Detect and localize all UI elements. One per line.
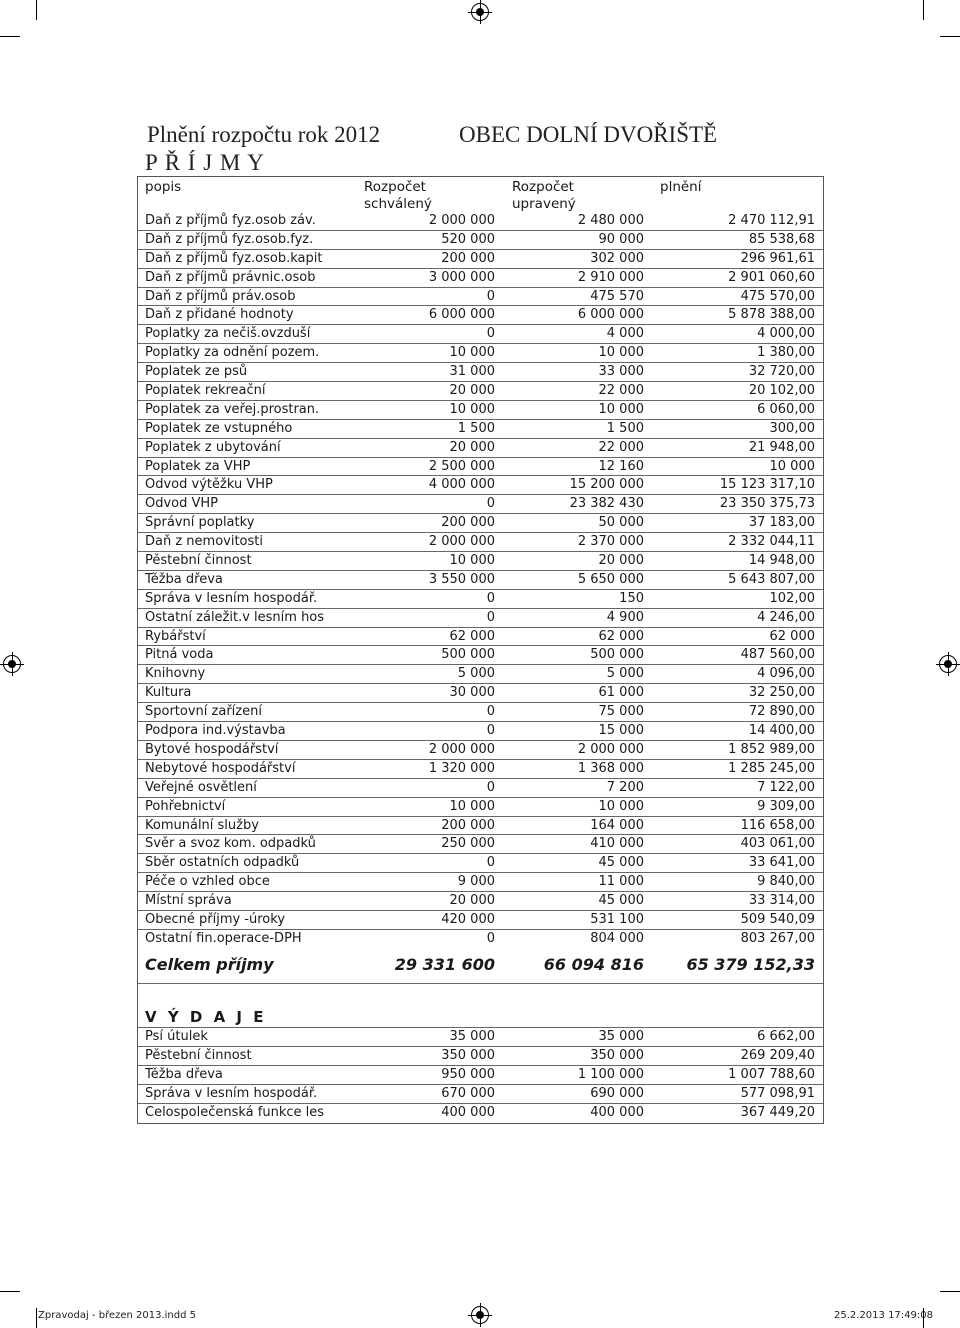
- table-row: [138, 1085, 823, 1104]
- row-schvaleny: 3 550 000: [428, 571, 495, 587]
- row-label: Poplatek za veřej.prostran.: [145, 401, 320, 417]
- total-upraveny: 66 094 816: [543, 954, 644, 974]
- crop-mark: [36, 0, 37, 20]
- row-upraveny: 62 000: [598, 628, 644, 644]
- row-upraveny: 20 000: [598, 553, 644, 569]
- row-schvaleny: 62 000: [449, 628, 495, 644]
- row-plneni: 1 007 788,60: [728, 1066, 815, 1082]
- row-plneni: 487 560,00: [740, 647, 815, 663]
- row-upraveny: 23 382 430: [569, 496, 644, 512]
- row-plneni: 21 948,00: [748, 439, 815, 455]
- row-plneni: 32 720,00: [748, 364, 815, 380]
- row-label: Sběr ostatních odpadků: [145, 855, 300, 871]
- table-row: [138, 231, 823, 250]
- crop-mark: [36, 1308, 37, 1328]
- row-plneni: 1 285 245,00: [728, 760, 815, 776]
- row-label: Sportovní zařízení: [145, 704, 262, 720]
- row-plneni: 14 948,00: [748, 553, 815, 569]
- row-plneni: 1 852 989,00: [728, 741, 815, 757]
- table-row: [138, 458, 823, 477]
- header-schvaleny-text: Rozpočet schválený: [364, 179, 432, 212]
- row-schvaleny: 0: [486, 288, 495, 304]
- table-row: [138, 476, 823, 495]
- row-label: Celospolečenská funkce les: [145, 1104, 325, 1120]
- footer-filename: Zpravodaj - březen 2013.indd 5: [38, 1310, 196, 1321]
- row-label: Ostatní záležit.v lesním hos: [145, 609, 325, 625]
- table-row: [138, 401, 823, 420]
- row-schvaleny: 670 000: [441, 1085, 495, 1101]
- table-row: [138, 344, 823, 363]
- row-label: Veřejné osvětlení: [145, 779, 257, 795]
- table-row: [138, 533, 823, 552]
- prijmy-rows: [138, 212, 823, 949]
- vydaje-rows: [138, 1027, 823, 1123]
- row-schvaleny: 10 000: [449, 553, 495, 569]
- row-schvaleny: 950 000: [441, 1066, 495, 1082]
- row-upraveny: 7 200: [606, 779, 644, 795]
- row-label: Místní správa: [145, 893, 232, 909]
- row-upraveny: 5 650 000: [577, 571, 644, 587]
- crop-mark: [940, 36, 960, 37]
- row-upraveny: 15 200 000: [569, 477, 644, 493]
- row-label: Rybářství: [145, 628, 206, 644]
- row-schvaleny: 250 000: [441, 836, 495, 852]
- municipality-title: OBEC DOLNÍ DVOŘIŠTĚ: [459, 122, 718, 147]
- table-row: [138, 590, 823, 609]
- crop-mark: [940, 1291, 960, 1292]
- row-label: Poplatek z ubytování: [145, 439, 281, 455]
- row-label: Kultura: [145, 685, 192, 701]
- table-row: [138, 722, 823, 741]
- row-plneni: 4 246,00: [757, 609, 815, 625]
- row-plneni: 20 102,00: [748, 383, 815, 399]
- row-schvaleny: 30 000: [449, 685, 495, 701]
- table-row: [138, 628, 823, 647]
- row-upraveny: 1 368 000: [577, 760, 644, 776]
- row-upraveny: 410 000: [590, 836, 644, 852]
- table-row: [138, 646, 823, 665]
- table-row: [138, 665, 823, 684]
- row-plneni: 2 470 112,91: [728, 213, 815, 228]
- row-plneni: 15 123 317,10: [719, 477, 815, 493]
- row-label: Poplatek rekreační: [145, 383, 266, 399]
- table-row: [138, 798, 823, 817]
- row-upraveny: 90 000: [598, 231, 644, 247]
- table-row: [138, 325, 823, 344]
- row-plneni: 32 250,00: [748, 685, 815, 701]
- crop-mark: [0, 36, 20, 37]
- row-schvaleny: 5 000: [457, 666, 495, 682]
- row-label: Podpora ind.výstavba: [145, 723, 286, 739]
- row-plneni: 1 380,00: [757, 345, 815, 361]
- row-upraveny: 4 000: [606, 326, 644, 342]
- row-schvaleny: 200 000: [441, 817, 495, 833]
- row-schvaleny: 10 000: [449, 345, 495, 361]
- row-schvaleny: 200 000: [441, 250, 495, 266]
- row-plneni: 33 641,00: [748, 855, 815, 871]
- row-upraveny: 400 000: [590, 1104, 644, 1120]
- row-schvaleny: 4 000 000: [428, 477, 495, 493]
- row-schvaleny: 350 000: [441, 1047, 495, 1063]
- table-row: [138, 684, 823, 703]
- table-row: [138, 835, 823, 854]
- row-upraveny: 45 000: [598, 855, 644, 871]
- total-label: Celkem příjmy: [145, 954, 274, 974]
- row-label: Správa v lesním hospodář.: [145, 590, 318, 606]
- table-row: [138, 892, 823, 911]
- row-upraveny: 50 000: [598, 515, 644, 531]
- row-plneni: 475 570,00: [740, 288, 815, 304]
- row-plneni: 577 098,91: [740, 1085, 815, 1101]
- row-schvaleny: 0: [486, 326, 495, 342]
- row-schvaleny: 31 000: [449, 364, 495, 380]
- row-upraveny: 2 000 000: [577, 741, 644, 757]
- row-plneni: 9 309,00: [757, 798, 815, 814]
- row-upraveny: 6 000 000: [577, 307, 644, 323]
- row-schvaleny: 0: [486, 609, 495, 625]
- row-upraveny: 302 000: [590, 250, 644, 266]
- row-plneni: 6 060,00: [757, 401, 815, 417]
- row-upraveny: 2 370 000: [577, 534, 644, 550]
- row-label: Komunální služby: [145, 817, 259, 833]
- row-plneni: 62 000: [769, 628, 815, 644]
- row-label: Pěstební činnost: [145, 553, 252, 569]
- row-schvaleny: 20 000: [449, 893, 495, 909]
- row-plneni: 7 122,00: [757, 779, 815, 795]
- row-label: Poplatek ze vstupného: [145, 420, 293, 436]
- row-upraveny: 350 000: [590, 1047, 644, 1063]
- row-label: Knihovny: [145, 666, 206, 682]
- table-row: [138, 760, 823, 779]
- row-label: Daň z příjmů fyz.osob.kapit: [145, 250, 323, 266]
- row-label: Pitná voda: [145, 647, 214, 663]
- table-row: [138, 571, 823, 590]
- row-plneni: 403 061,00: [740, 836, 815, 852]
- row-label: Psí útulek: [145, 1028, 208, 1044]
- row-upraveny: 500 000: [590, 647, 644, 663]
- row-upraveny: 5 000: [606, 666, 644, 682]
- row-upraveny: 2 910 000: [577, 269, 644, 285]
- table-row: [138, 382, 823, 401]
- row-upraveny: 22 000: [598, 383, 644, 399]
- row-schvaleny: 3 000 000: [428, 269, 495, 285]
- row-label: Pohřebnictví: [145, 798, 226, 814]
- table-row: [138, 741, 823, 760]
- section-title-prijmy: P Ř Í J M Y: [145, 150, 265, 175]
- row-upraveny: 475 570: [590, 288, 644, 304]
- row-schvaleny: 0: [486, 930, 495, 946]
- header-plneni: plnění: [660, 179, 702, 195]
- table-header: [138, 177, 823, 212]
- registration-mark-icon: [939, 655, 957, 673]
- row-schvaleny: 9 000: [457, 874, 495, 890]
- table-row: [138, 1066, 823, 1085]
- table-row: [138, 854, 823, 873]
- row-label: Poplatek za VHP: [145, 458, 251, 474]
- row-plneni: 102,00: [769, 590, 815, 606]
- row-label: Poplatky za odnění pozem.: [145, 345, 320, 361]
- table-row: [138, 1028, 823, 1047]
- header-popis: popis: [145, 179, 182, 195]
- registration-mark-icon: [3, 655, 21, 673]
- row-label: Daň z příjmů fyz.osob záv.: [145, 213, 316, 228]
- table-row: [138, 269, 823, 288]
- table-row: [138, 930, 823, 949]
- row-schvaleny: 20 000: [449, 383, 495, 399]
- table-row: [138, 1104, 823, 1123]
- row-upraveny: 10 000: [598, 798, 644, 814]
- row-schvaleny: 0: [486, 855, 495, 871]
- row-label: Správní poplatky: [145, 515, 255, 531]
- row-plneni: 14 400,00: [748, 723, 815, 739]
- row-schvaleny: 400 000: [441, 1104, 495, 1120]
- row-upraveny: 10 000: [598, 401, 644, 417]
- prijmy-table: [137, 176, 824, 1124]
- row-upraveny: 1 500: [606, 420, 644, 436]
- total-row: [138, 949, 823, 984]
- row-schvaleny: 2 000 000: [428, 534, 495, 550]
- row-label: Daň z příjmů práv.osob: [145, 288, 296, 304]
- row-schvaleny: 420 000: [441, 911, 495, 927]
- row-schvaleny: 1 320 000: [428, 760, 495, 776]
- row-upraveny: 61 000: [598, 685, 644, 701]
- footer-timestamp: 25.2.2013 17:49:08: [834, 1310, 933, 1321]
- table-row: [138, 1047, 823, 1066]
- table-row: [138, 817, 823, 836]
- registration-mark-icon: [471, 3, 489, 21]
- spacer: [138, 984, 823, 1005]
- row-upraveny: 150: [619, 590, 644, 606]
- table-row: [138, 703, 823, 722]
- row-label: Odvod VHP: [145, 496, 219, 512]
- row-schvaleny: 200 000: [441, 515, 495, 531]
- row-label: Nebytové hospodářství: [145, 760, 296, 776]
- row-label: Daň z příjmů právnic.osob: [145, 269, 316, 285]
- table-row: [138, 609, 823, 628]
- row-plneni: 5 878 388,00: [728, 307, 815, 323]
- row-upraveny: 4 900: [606, 609, 644, 625]
- row-upraveny: 164 000: [590, 817, 644, 833]
- table-row: [138, 363, 823, 382]
- row-label: Těžba dřeva: [145, 1066, 223, 1082]
- row-upraveny: 22 000: [598, 439, 644, 455]
- table-row: [138, 212, 823, 231]
- row-upraveny: 2 480 000: [577, 213, 644, 228]
- row-plneni: 10 000: [769, 458, 815, 474]
- registration-mark-icon: [471, 1306, 489, 1324]
- row-label: Poplatky za nečiš.ovzduší: [145, 326, 311, 342]
- row-schvaleny: 10 000: [449, 798, 495, 814]
- row-schvaleny: 6 000 000: [428, 307, 495, 323]
- header-upraveny-text: Rozpočet upravený: [512, 179, 576, 212]
- row-schvaleny: 10 000: [449, 401, 495, 417]
- row-plneni: 2 332 044,11: [728, 534, 815, 550]
- row-schvaleny: 0: [486, 590, 495, 606]
- row-label: Daň z nemovitosti: [145, 534, 263, 550]
- row-label: Poplatek ze psů: [145, 364, 248, 380]
- crop-mark: [923, 0, 924, 20]
- row-schvaleny: 0: [486, 723, 495, 739]
- row-label: Daň z přidané hodnoty: [145, 307, 294, 323]
- row-label: Pěstební činnost: [145, 1047, 252, 1063]
- row-label: Odvod výtěžku VHP: [145, 477, 273, 493]
- row-plneni: 509 540,09: [740, 911, 815, 927]
- row-upraveny: 15 000: [598, 723, 644, 739]
- table-row: [138, 288, 823, 307]
- row-label: Péče o vzhled obce: [145, 874, 270, 890]
- row-schvaleny: 20 000: [449, 439, 495, 455]
- row-label: Ostatní fin.operace-DPH: [145, 930, 302, 946]
- row-plneni: 23 350 375,73: [719, 496, 815, 512]
- row-label: Svěr a svoz kom. odpadků: [145, 836, 316, 852]
- row-schvaleny: 35 000: [449, 1028, 495, 1044]
- row-label: Bytové hospodářství: [145, 741, 279, 757]
- row-plneni: 2 901 060,60: [728, 269, 815, 285]
- table-row: [138, 420, 823, 439]
- table-row: [138, 306, 823, 325]
- row-label: Těžba dřeva: [145, 571, 223, 587]
- header-schvaleny: [364, 179, 432, 213]
- row-plneni: 367 449,20: [740, 1104, 815, 1120]
- row-plneni: 296 961,61: [740, 250, 815, 266]
- total-schvaleny: 29 331 600: [394, 954, 495, 974]
- row-plneni: 269 209,40: [740, 1047, 815, 1063]
- row-plneni: 85 538,68: [748, 231, 815, 247]
- row-upraveny: 804 000: [590, 930, 644, 946]
- page-title: Plnění rozpočtu rok 2012: [147, 122, 381, 147]
- row-schvaleny: 0: [486, 704, 495, 720]
- row-plneni: 116 658,00: [740, 817, 815, 833]
- row-schvaleny: 2 500 000: [428, 458, 495, 474]
- table-row: [138, 495, 823, 514]
- table-row: [138, 873, 823, 892]
- row-plneni: 4 096,00: [757, 666, 815, 682]
- table-row: [138, 250, 823, 269]
- row-upraveny: 33 000: [598, 364, 644, 380]
- row-upraveny: 75 000: [598, 704, 644, 720]
- row-plneni: 5 643 807,00: [728, 571, 815, 587]
- row-upraveny: 690 000: [590, 1085, 644, 1101]
- crop-mark: [0, 1291, 20, 1292]
- row-plneni: 9 840,00: [757, 874, 815, 890]
- row-upraveny: 531 100: [590, 911, 644, 927]
- row-plneni: 4 000,00: [757, 326, 815, 342]
- row-plneni: 33 314,00: [748, 893, 815, 909]
- table-row: [138, 552, 823, 571]
- row-upraveny: 10 000: [598, 345, 644, 361]
- row-upraveny: 12 160: [598, 458, 644, 474]
- table-row: [138, 439, 823, 458]
- row-schvaleny: 0: [486, 496, 495, 512]
- row-plneni: 72 890,00: [748, 704, 815, 720]
- table-row: [138, 911, 823, 930]
- row-label: Daň z příjmů fyz.osob.fyz.: [145, 231, 314, 247]
- row-upraveny: 35 000: [598, 1028, 644, 1044]
- row-schvaleny: 520 000: [441, 231, 495, 247]
- row-upraveny: 11 000: [598, 874, 644, 890]
- row-schvaleny: 1 500: [457, 420, 495, 436]
- row-schvaleny: 500 000: [441, 647, 495, 663]
- row-upraveny: 1 100 000: [577, 1066, 644, 1082]
- row-plneni: 300,00: [769, 420, 815, 436]
- section-title-vydaje: V Ý D A J E: [145, 1007, 267, 1026]
- header-upraveny: [512, 179, 576, 213]
- table-row: [138, 514, 823, 533]
- row-plneni: 6 662,00: [757, 1028, 815, 1044]
- row-schvaleny: 2 000 000: [428, 741, 495, 757]
- row-schvaleny: 2 000 000: [428, 213, 495, 228]
- table-row: [138, 779, 823, 798]
- row-plneni: 803 267,00: [740, 930, 815, 946]
- row-label: Obecné příjmy -úroky: [145, 911, 286, 927]
- row-plneni: 37 183,00: [748, 515, 815, 531]
- row-label: Správa v lesním hospodář.: [145, 1085, 318, 1101]
- row-schvaleny: 0: [486, 779, 495, 795]
- row-upraveny: 45 000: [598, 893, 644, 909]
- total-plneni: 65 379 152,33: [686, 954, 815, 974]
